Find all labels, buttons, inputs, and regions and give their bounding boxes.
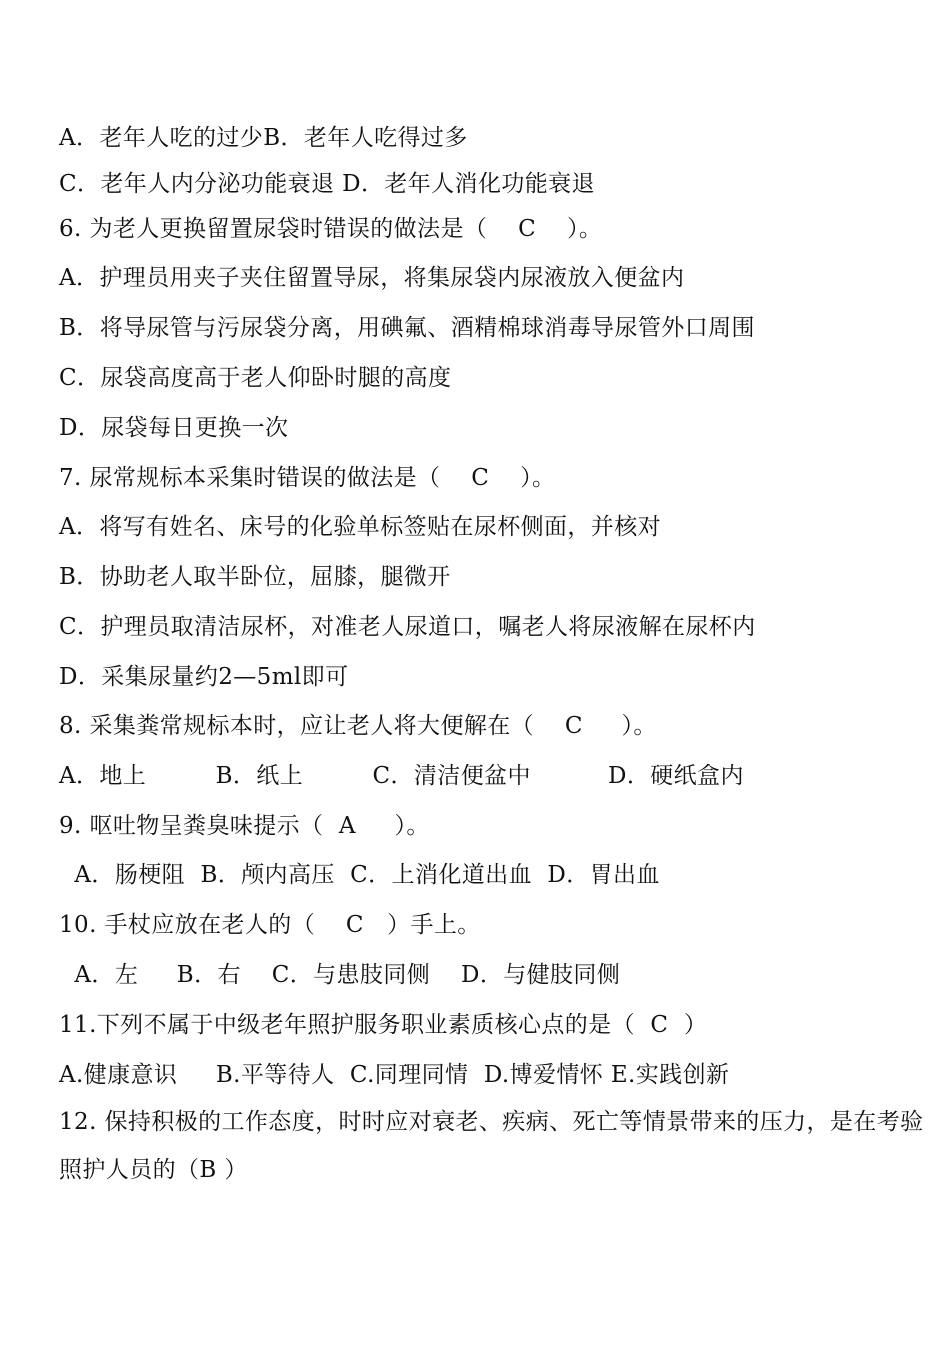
q6-stem: 6. 为老人更换留置尿袋时错误的做法是（ C ）。: [59, 216, 603, 242]
q6-option-b: B．将导尿管与污尿袋分离，用碘氟、酒精棉球消毒导尿管外口周围: [59, 315, 755, 341]
q7-option-a: A．将写有姓名、床号的化验单标签贴在尿杯侧面，并核对: [59, 514, 662, 540]
q9-options: A．肠梗阻 B．颅内高压 C．上消化道出血 D．胃出血: [59, 862, 660, 888]
q9-stem: 9. 呕吐物呈粪臭味提示（ A ）。: [59, 813, 430, 839]
q8-options: A．地上 B．纸上 C．清洁便盆中 D．硬纸盒内: [59, 763, 744, 789]
q5-options-cd: C．老年人内分泌功能衰退 D．老年人消化功能衰退: [59, 171, 595, 197]
q7-option-b: B．协助老人取半卧位，屈膝，腿微开: [59, 564, 451, 590]
q11-options: A.健康意识 B.平等待人 C.同理同情 D.博爱情怀 E.实践创新: [59, 1062, 730, 1088]
q8-stem: 8. 采集粪常规标本时，应让老人将大便解在（ C ）。: [59, 713, 657, 739]
q7-stem: 7. 尿常规标本采集时错误的做法是（ C ）。: [59, 465, 556, 491]
q7-option-d: D．采集尿量约2—5ml即可: [59, 664, 349, 690]
q10-options: A．左 B．右 C．与患肢同侧 D．与健肢同侧: [59, 962, 621, 988]
q10-stem: 10. 手杖应放在老人的（ C ）手上。: [59, 912, 481, 938]
q6-option-c: C．尿袋高度高于老人仰卧时腿的高度: [59, 365, 452, 391]
q12-stem: 12. 保持积极的工作态度，时时应对衰老、疾病、死亡等情景带来的压力，是在考验照护人员的（B ）: [59, 1109, 924, 1183]
q7-option-c: C．护理员取清洁尿杯，对准老人尿道口，嘱老人将尿液解在尿杯内: [59, 614, 756, 640]
q6-option-d: D．尿袋每日更换一次: [59, 415, 289, 441]
q5-options-ab: A．老年人吃的过少B．老年人吃得过多: [59, 125, 468, 151]
q6-option-a: A．护理员用夹子夹住留置导尿，将集尿袋内尿液放入便盆内: [59, 265, 685, 291]
q11-stem: 11.下列不属于中级老年照护服务职业素质核心点的是（ C ）: [59, 1012, 708, 1038]
